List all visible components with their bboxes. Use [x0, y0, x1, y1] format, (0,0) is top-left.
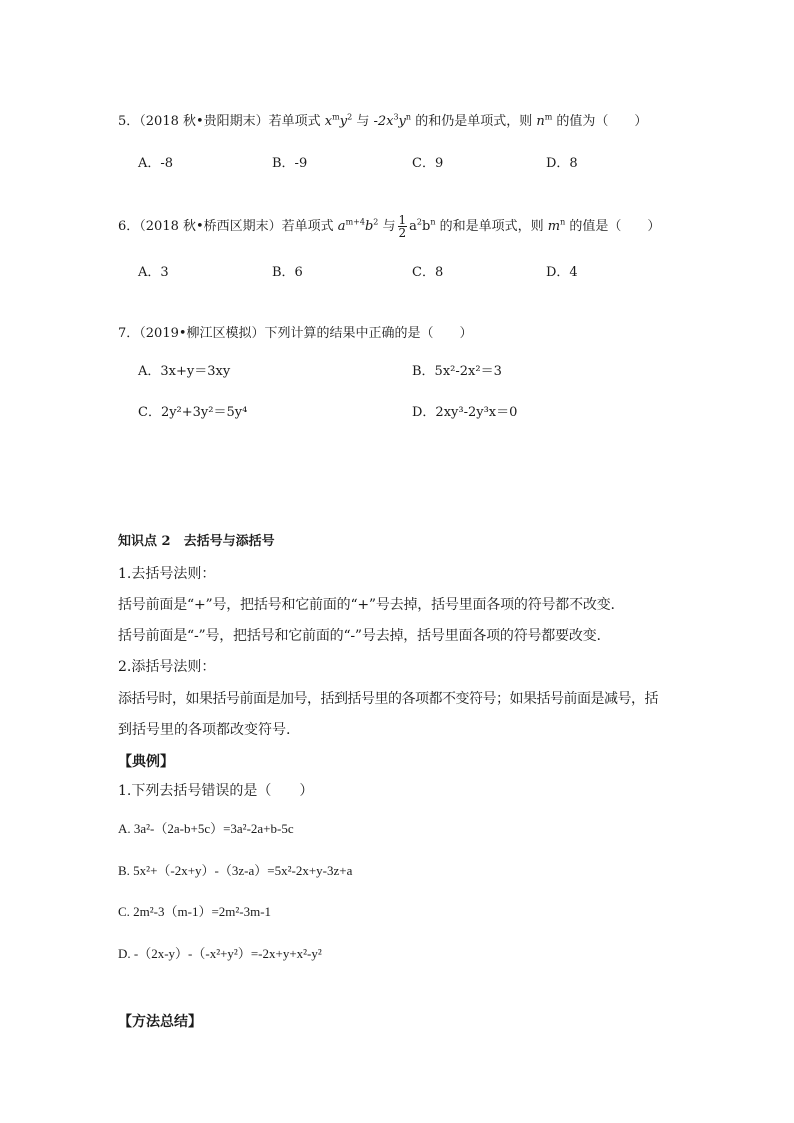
q5-option-c[interactable]: C．9 — [412, 156, 444, 171]
section-heading: 知识点 2 去括号与添括号 — [118, 534, 275, 549]
q5-option-b[interactable]: B．-9 — [272, 156, 308, 171]
rule1-title: 1.去括号法则： — [118, 566, 216, 582]
q7-option-c[interactable]: C．2y²+3y²＝5y⁴ — [138, 405, 248, 420]
q7-option-b[interactable]: B．5x²-2x²＝3 — [412, 364, 502, 379]
fraction-one-half: $\frac{1}{2}$ — [398, 213, 407, 240]
summary-heading: 【方法总结】 — [118, 1014, 202, 1030]
q6-option-c[interactable]: C．8 — [412, 265, 444, 280]
question-7: 7．（2019•柳江区模拟）下列计算的结果中正确的是（ ） — [118, 326, 473, 341]
rule2-line-2: 到括号里的各项都改变符号. — [118, 722, 291, 738]
rule2-line-1: 添括号时，如果括号前面是加号，括到括号里的各项都不变符号；如果括号前面是减号，括 — [118, 691, 658, 707]
question-5: 5．（2018 秋•贵阳期末）若单项式 $x^my^2$ 与 $-2x^3y^n$ 的和仍是单项式，则 $n^m$ 的值为（ ） — [118, 112, 648, 129]
q6-option-b[interactable]: B．6 — [272, 265, 303, 280]
rule1-minus: 括号前面是“-”号，把括号和它前面的“-”号去掉，括号里面各项的符号都要改变. — [118, 628, 601, 644]
example-option-b[interactable]: B. 5x²+（-2x+y）-（3z-a）=5x²-2x+y-3z+a — [118, 863, 353, 878]
rule1-plus: 括号前面是“+”号，把括号和它前面的“+”号去掉，括号里面各项的符号都不改变. — [118, 597, 615, 613]
q7-option-d[interactable]: D．2xy³-2y³x＝0 — [412, 405, 518, 420]
example-option-c[interactable]: C. 2m²-3（m-1）=2m²-3m-1 — [118, 904, 272, 919]
question-6: 6．（2018 秋•桥西区期末）若单项式 $a^{m+4}b^2$ 与 $\frac{1}{2}$ $a^2b^n$ 的和是单项式，则 $m^n$ 的值是（ ） — [118, 213, 661, 240]
example-option-a[interactable]: A. 3a²-（2a-b+5c）=3a²-2a+b-5c — [118, 821, 294, 836]
rule2-title: 2.添括号法则： — [118, 659, 216, 675]
q7-option-a[interactable]: A．3x+y＝3xy — [138, 364, 231, 379]
q5-option-a[interactable]: A．-8 — [138, 156, 174, 171]
example-question: 1.下列去括号错误的是（ ） — [118, 783, 314, 799]
q5-option-d[interactable]: D．8 — [546, 156, 578, 171]
example-option-d[interactable]: D. -（2x-y）-（-x²+y²）=-2x+y+x²-y² — [118, 946, 322, 961]
q6-option-d[interactable]: D．4 — [546, 265, 578, 280]
example-heading: 【典例】 — [118, 754, 174, 770]
q6-option-a[interactable]: A．3 — [138, 265, 169, 280]
